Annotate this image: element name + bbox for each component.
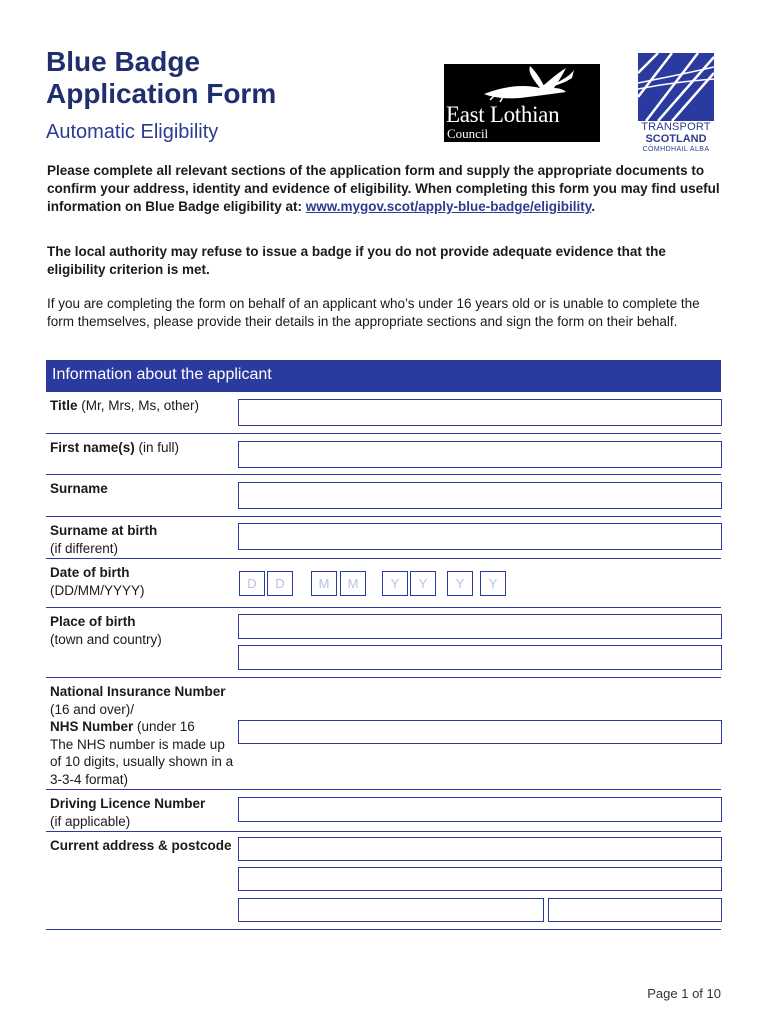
first-name-input[interactable] [238, 441, 722, 468]
dob-year-4[interactable]: Y [480, 571, 506, 596]
surname-at-birth-input[interactable] [238, 523, 722, 550]
dob-year-3[interactable]: Y [447, 571, 473, 596]
label-national-insurance [50, 683, 236, 788]
intro-paragraph-1 [47, 162, 727, 216]
label-place-of-birth [50, 613, 236, 648]
label-driving-licence-main: Driving Licence Number [50, 796, 206, 811]
page-number: Page 1 of 10 [647, 986, 721, 1001]
form-title [46, 46, 276, 110]
ni-nhs-number-input[interactable] [238, 720, 722, 744]
dob-month-1[interactable]: M [311, 571, 337, 596]
label-first-name-main: First name(s) [50, 440, 135, 455]
dob-year-2[interactable]: Y [410, 571, 436, 596]
form-subtitle: Automatic Eligibility [46, 121, 219, 143]
place-of-birth-input-2[interactable] [238, 645, 722, 670]
intro-text-1: Please complete all relevant sections of the application form and supply the appropriate documents to confirm your address, identity and evidence of eligibility. When completing this form you may find useful information on Blue Badge eligibility at: [47, 163, 720, 214]
label-nhs-main: NHS Number [50, 719, 134, 734]
label-first-name-hint: (in full) [134, 440, 180, 455]
label-surname [50, 480, 236, 498]
label-surname-main: Surname [50, 481, 108, 496]
section-header-applicant: Information about the applicant [46, 360, 721, 392]
label-dob-main: Date of birth [50, 565, 130, 580]
east-lothian-name: East Lothian [446, 102, 560, 127]
label-driving-licence-hint: (if applicable) [50, 813, 131, 829]
label-dob-hint: (DD/MM/YYYY) [50, 582, 145, 598]
transport-scotland-mark-icon [638, 53, 714, 121]
label-date-of-birth [50, 564, 236, 599]
intro-text-1-end: . [591, 199, 596, 214]
surname-input[interactable] [238, 482, 722, 509]
row-surname-at-birth [46, 517, 721, 559]
row-national-insurance [46, 678, 721, 790]
title-input[interactable] [238, 399, 722, 426]
dob-month-2[interactable]: M [340, 571, 366, 596]
label-surname-at-birth-main: Surname at birth [50, 523, 158, 538]
label-current-address-main: Current address & postcode [50, 838, 232, 853]
ts-line-2: SCOTLAND [645, 133, 707, 145]
label-current-address [50, 837, 236, 855]
transport-scotland-logo [638, 53, 714, 154]
row-surname [46, 475, 721, 517]
address-input-line-3[interactable] [238, 898, 544, 922]
east-lothian-logo [444, 64, 600, 142]
title-line-1: Blue Badge [46, 46, 201, 77]
dob-day-1[interactable]: D [239, 571, 265, 596]
row-date-of-birth [46, 559, 721, 608]
label-nhs-format-hint: The NHS number is made up of 10 digits, usually shown in a 3-3-4 format) [50, 736, 234, 787]
label-place-of-birth-main: Place of birth [50, 614, 136, 629]
row-first-name [46, 434, 721, 475]
driving-licence-input[interactable] [238, 797, 722, 822]
dob-year-1[interactable]: Y [382, 571, 408, 596]
address-input-line-1[interactable] [238, 837, 722, 861]
row-current-address [46, 832, 721, 930]
label-first-name [50, 439, 236, 457]
postcode-input[interactable] [548, 898, 722, 922]
east-lothian-council: Council [447, 126, 489, 141]
place-of-birth-input-1[interactable] [238, 614, 722, 639]
title-line-2: Application Form [46, 78, 277, 109]
row-driving-licence [46, 790, 721, 832]
intro-paragraph-2: The local authority may refuse to issue a badge if you do not provide adequate evidence that the eligibility criterion is met. [47, 244, 666, 277]
label-place-of-birth-hint: (town and country) [50, 631, 162, 647]
ts-line-1: TRANSPORT [641, 121, 711, 133]
label-title [50, 397, 236, 415]
dob-day-2[interactable]: D [267, 571, 293, 596]
intro-paragraph-3: If you are completing the form on behalf of an applicant who’s under 16 years old or is unable to complete the form themselves, please provide their details in the appropriate sections and sign the form on their behalf. [47, 296, 700, 329]
label-title-hint: (Mr, Mrs, Ms, other) [77, 398, 200, 413]
address-input-line-2[interactable] [238, 867, 722, 891]
label-surname-at-birth [50, 522, 236, 557]
label-ni-hint: (16 and over)/ [50, 701, 135, 717]
ts-line-3: CÒMHDHAIL ALBA [642, 146, 710, 153]
label-driving-licence [50, 795, 236, 830]
eligibility-link[interactable]: www.mygov.scot/apply-blue-badge/eligibility [305, 199, 592, 214]
row-place-of-birth [46, 608, 721, 678]
label-ni-main: National Insurance Number [50, 684, 226, 699]
label-title-main: Title [50, 398, 78, 413]
label-nhs-hint: (under 16 [133, 719, 195, 734]
label-surname-at-birth-hint: (if different) [50, 540, 119, 556]
row-title [46, 392, 721, 434]
